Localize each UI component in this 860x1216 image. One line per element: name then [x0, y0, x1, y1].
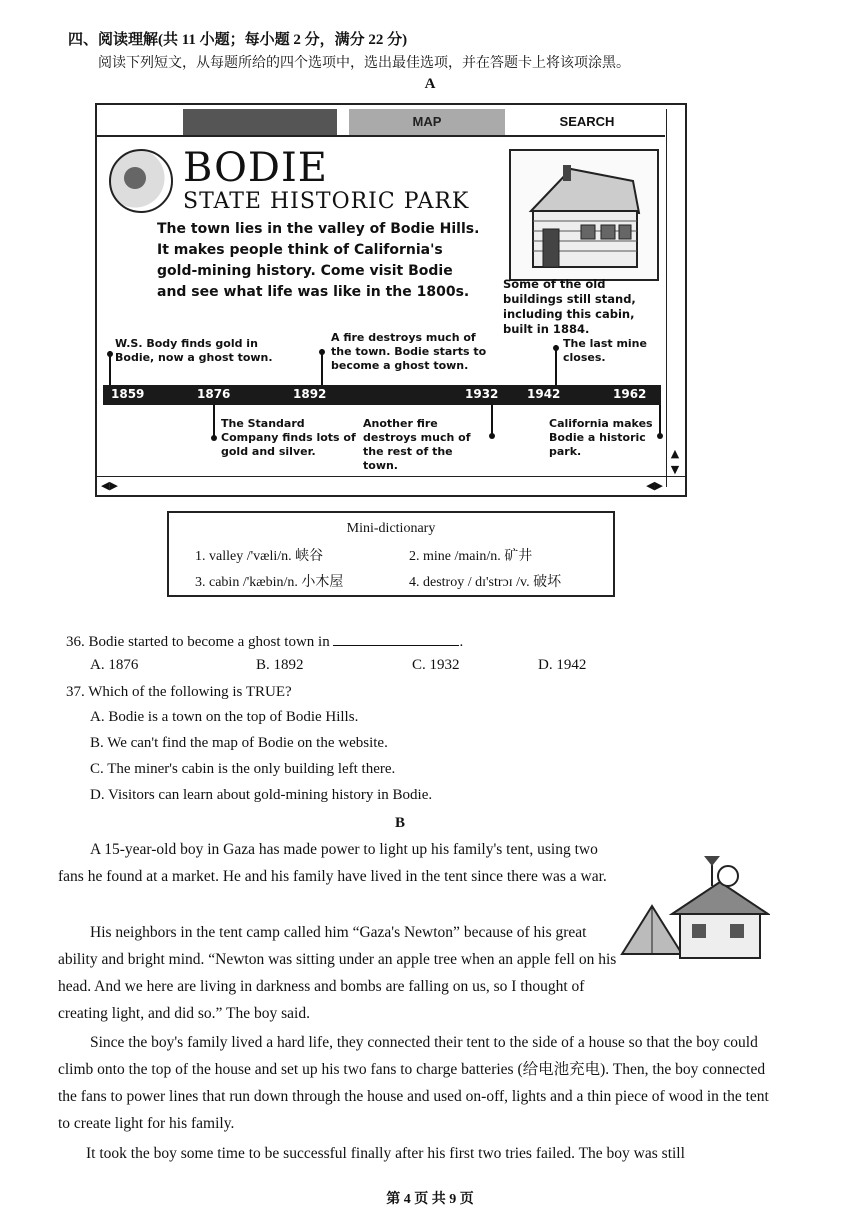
question-37: 37. Which of the following is TRUE?: [66, 684, 292, 700]
scroll-left-icon[interactable]: ◀▶: [101, 479, 118, 492]
nav-divider: [97, 135, 665, 137]
website-nav: [97, 109, 665, 135]
passage-b-paragraph: It took the boy some time to be successful finally after his first two tries failed. The boy was still: [86, 1145, 685, 1162]
passage-b-paragraph: A 15-year-old boy in Gaza has made power to light up his family's tent, using two fans he found at a market. He and his family have lived in the tent since there was a war.: [58, 841, 607, 885]
dictionary-item: 3. cabin /'kæbin/n. 小木屋: [195, 575, 344, 590]
option: C. The miner's cabin is the only building left there.: [90, 761, 396, 777]
vertical-scrollbar[interactable]: [666, 109, 683, 487]
option: B. 1892: [256, 657, 304, 673]
site-title: BODIE: [183, 145, 328, 191]
passage-a-label: A: [424, 76, 436, 92]
option: C. 1932: [412, 657, 460, 673]
timeline-year: 1942: [527, 387, 561, 401]
website-screenshot: [95, 103, 687, 497]
section-instruction: 阅读下列短文，从每题所给的四个选项中，选出最佳选项，并在答题卡上将该项涂黑。: [98, 56, 630, 71]
option: D. 1942: [538, 657, 587, 673]
timeline-stem: [555, 345, 557, 385]
timeline-year: 1892: [293, 387, 327, 401]
timeline-marker: [211, 435, 217, 441]
question-36: 36. Bodie started to become a ghost town in .: [66, 631, 463, 651]
site-intro: The town lies in the valley of Bodie Hills. It makes people think of California's gold-mining history. Come visit Bodie and see what life was like in the 1800s.: [157, 221, 480, 300]
scroll-up-icon[interactable]: ▲: [670, 447, 680, 460]
nav-tab-map[interactable]: MAP: [349, 109, 505, 135]
timeline-stem: [491, 405, 493, 435]
timeline-event-1892: A fire destroys much of the town. Bodie starts to become a ghost town.: [331, 331, 487, 372]
option: A. Bodie is a town on the top of Bodie Hills.: [90, 709, 359, 725]
site-subtitle: STATE HISTORIC PARK: [183, 189, 470, 214]
timeline-stem: [213, 405, 215, 437]
timeline-event-1859: W.S. Body finds gold in Bodie, now a ghost town.: [115, 337, 273, 364]
timeline-event-1932: Another fire destroys much of the rest of the town.: [363, 417, 471, 472]
cabin-photo: [509, 149, 659, 281]
nav-tab-home[interactable]: [183, 109, 337, 135]
option: D. Visitors can learn about gold-mining history in Bodie.: [90, 787, 433, 803]
timeline-event-1876: The Standard Company finds lots of gold and silver.: [221, 417, 356, 458]
nav-tab-search[interactable]: SEARCH: [527, 109, 647, 135]
timeline-marker: [657, 433, 663, 439]
cabin-icon: [511, 151, 653, 275]
timeline-year: 1962: [613, 387, 647, 401]
passage-b-paragraph: His neighbors in the tent camp called him “Gaza's Newton” because of his great ability and bright mind. “Newton was sitting under an apple tree when an apple fell on his head. And we here are living in darkness and bombs are falling on us, so I thought of creating light, and did so.” The boy said.: [58, 924, 617, 1022]
timeline-bar: [103, 385, 661, 405]
timeline-year: 1932: [465, 387, 499, 401]
park-logo: [109, 149, 173, 213]
dictionary-item: 1. valley /'væli/n. 峡谷: [195, 549, 324, 564]
horizontal-scrollbar[interactable]: [97, 476, 685, 495]
timeline-year: 1876: [197, 387, 231, 401]
option: A. 1876: [90, 657, 139, 673]
dictionary-title: Mini-dictionary: [346, 521, 436, 536]
section-title: 四、阅读理解(共 11 小题；每小题 2 分，满分 22 分): [68, 32, 408, 48]
timeline-stem: [109, 351, 111, 385]
timeline-event-1962: California makes Bodie a historic park.: [549, 417, 653, 458]
timeline-year: 1859: [111, 387, 145, 401]
dictionary-item: 2. mine /main/n. 矿井: [409, 549, 533, 564]
house-tent-illustration: [620, 852, 770, 968]
dictionary-item: 4. destroy / dɪ'strɔɪ /v. 破坏: [409, 575, 562, 590]
photo-caption: Some of the old buildings still stand, including this cabin, built in 1884.: [503, 277, 636, 336]
page-footer: 第 4 页 共 9 页: [386, 1192, 474, 1207]
timeline-stem: [659, 405, 661, 435]
option: B. We can't find the map of Bodie on the website.: [90, 735, 388, 751]
passage-b-label: B: [394, 815, 405, 831]
mini-dictionary: [167, 511, 615, 597]
passage-b-paragraph: Since the boy's family lived a hard life, they connected their tent to the side of a house so that the boy could climb onto the top of the house and set up his two fans to charge batteries (给电池充电). Then, the boy connected the fans to power lines that run down through the house and used on-off, lights and a thin piece of wood in the tent to create light for his family.: [58, 1034, 769, 1132]
scroll-down-icon[interactable]: ▼: [670, 463, 680, 476]
question-stem: 36. Bodie started to become a ghost town in: [66, 634, 330, 650]
house-icon: [620, 852, 770, 968]
timeline-marker: [489, 433, 495, 439]
timeline-stem: [321, 349, 323, 385]
answer-blank: [333, 631, 459, 646]
timeline-event-1942: The last mine closes.: [563, 337, 647, 364]
scroll-right-icon[interactable]: ◀▶: [646, 479, 663, 492]
